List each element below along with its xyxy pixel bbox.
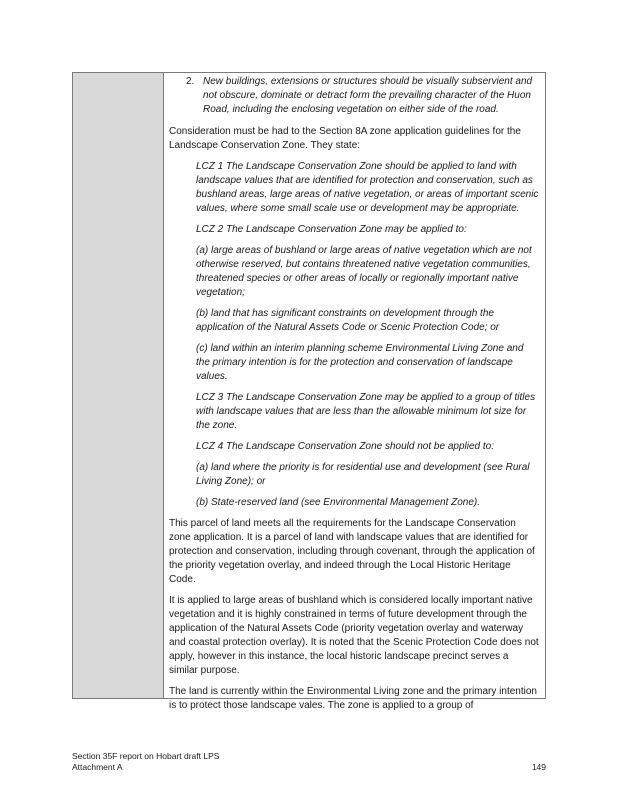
item-text: New buildings, extensions or structures should be visually subservient and not obscure, dominate or detract form the prevailing character of the Huon Road, including the enclosing vegetation on either side of the road. bbox=[203, 76, 533, 115]
quote-paragraph: (b) State-reserved land (see Environmental Management Zone). bbox=[196, 497, 481, 508]
quote-paragraph: (a) large areas of bushland or large areas of native vegetation which are not otherwise reserved, but contains threatened native vegetation communities, threatened species or other areas of locally or regionally important native vegetation; bbox=[196, 245, 532, 298]
table-right-column bbox=[164, 73, 545, 711]
quote-paragraph: LCZ 3 The Landscape Conservation Zone may be applied to a group of titles with landscape values that are less than the allowable minimum lot size for the zone. bbox=[196, 392, 536, 431]
table-left-column bbox=[73, 73, 164, 698]
quote-paragraph: (a) land where the priority is for residential use and development (see Rural Living Zone); or bbox=[196, 462, 530, 487]
intro-paragraph: Consideration must be had to the Section 8A zone application guidelines for the Landscape Conservation Zone. They state: bbox=[169, 126, 521, 151]
footer-report-title: Section 35F report on Hobart draft LPS bbox=[72, 751, 220, 761]
body-paragraph: It is applied to large areas of bushland which is considered locally important native vegetation and it is highly constrained in terms of future development through the application of the Natural Assets Code (priority vegetation overlay and waterway and coastal protection overlay). It is noted that the Scenic Protection Code does not apply, however in this instance, the local historic landscape precinct serves a similar purpose. bbox=[169, 595, 539, 676]
body-paragraph: This parcel of land meets all the requirements for the Landscape Conservation zone application. It is a parcel of land with landscape values that are identified for protection and conservation, including through covenant, through the application of the priority vegetation overlay, and indeed through the Local Historic Heritage Code. bbox=[169, 518, 535, 585]
footer-attachment: Attachment A bbox=[72, 762, 123, 772]
quote-paragraph: LCZ 2 The Landscape Conservation Zone may be applied to: bbox=[196, 224, 467, 235]
page-number: 149 bbox=[531, 762, 546, 772]
quote-paragraph: LCZ 4 The Landscape Conservation Zone should not be applied to: bbox=[196, 441, 494, 452]
quote-paragraph: (c) land within an interim planning scheme Environmental Living Zone and the primary intention is for the protection and conservation of landscape values. bbox=[196, 343, 524, 382]
quote-paragraph: (b) land that has significant constraints on development through the application of the Natural Assets Code or Scenic Protection Code; or bbox=[196, 308, 500, 333]
table-frame bbox=[72, 72, 546, 711]
item-number: 2. bbox=[186, 76, 195, 87]
numbered-item bbox=[186, 75, 539, 117]
body-paragraph: The land is currently within the Environmental Living zone and the primary intention is to protect those landscape vales. The zone is applied to a group of bbox=[169, 686, 537, 711]
guidelines-quote bbox=[169, 160, 539, 510]
page-footer bbox=[72, 751, 546, 773]
quote-paragraph: LCZ 1 The Landscape Conservation Zone should be applied to land with landscape values that are identified for protection and conservation, such as bushland areas, large areas of native vegetation, or areas of important scenic values, where some small scale use or development may be appropriate. bbox=[196, 161, 539, 214]
